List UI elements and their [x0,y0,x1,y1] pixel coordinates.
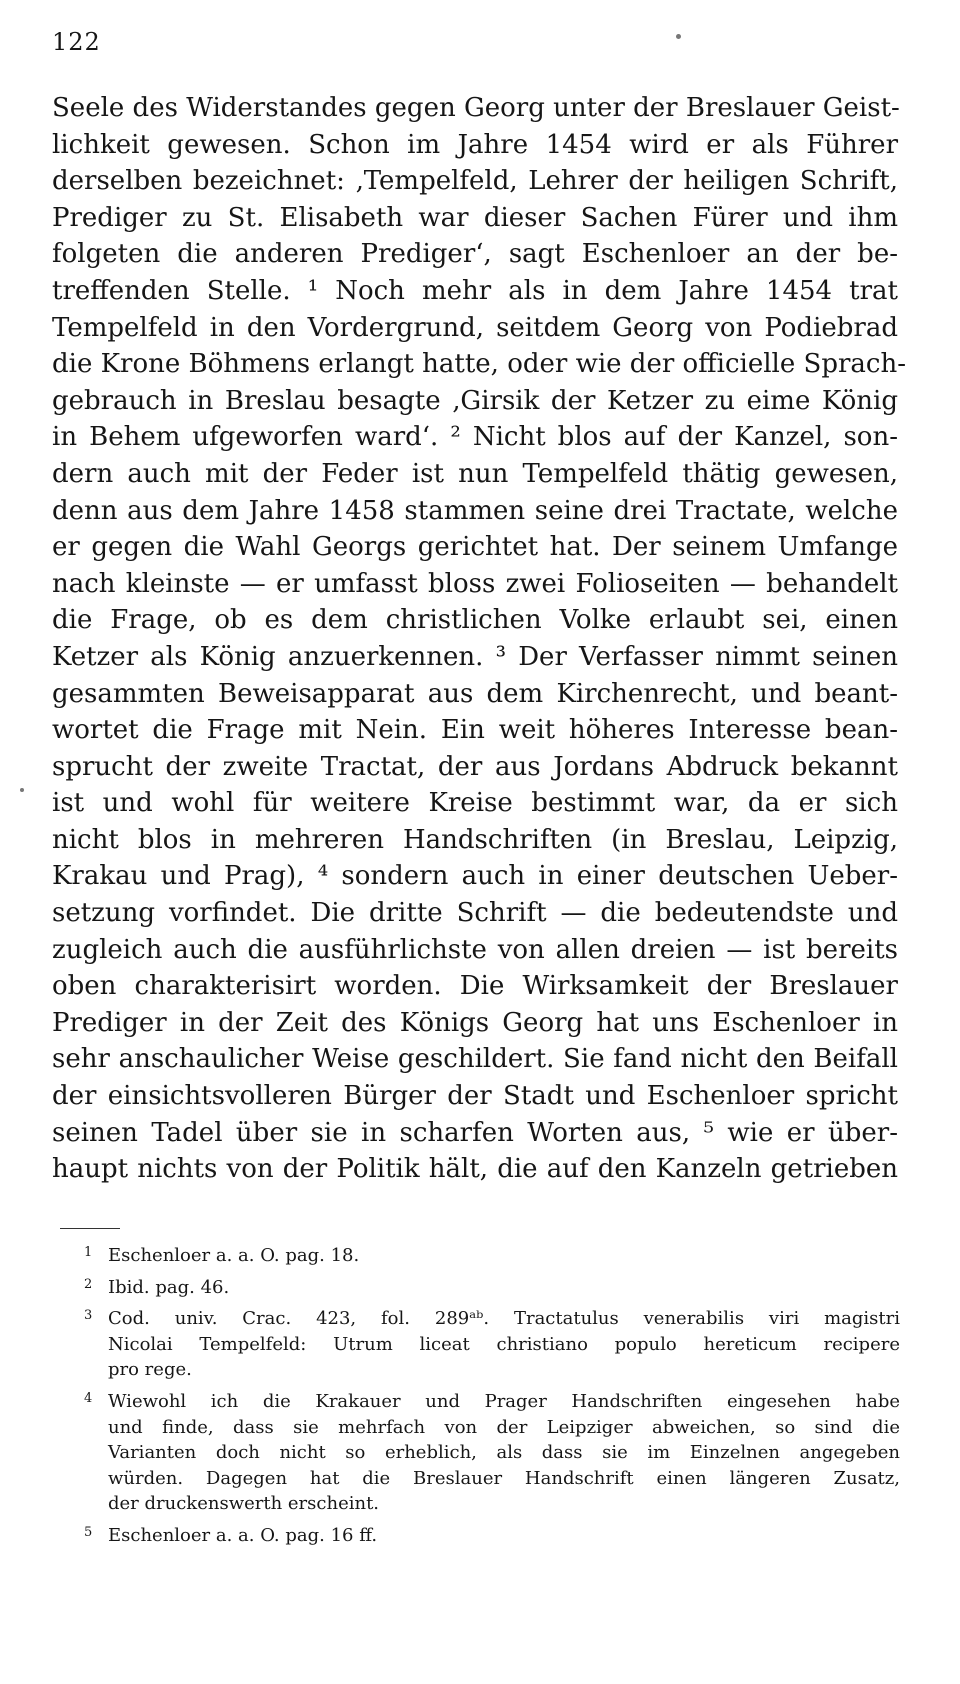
footnote-5 [84,1523,900,1549]
footnote-mark: 5 [84,1524,93,1540]
text-line: nach kleinste — er umfasst bloss zwei Folioseiten — behandelt [52,568,898,599]
text-line: setzung vorfindet. Die dritte Schrift — die bedeutendste und [52,898,898,929]
text-line: Seele des Widerstandes gegen Georg unter der Breslauer Geist- [52,93,900,123]
footnote-mark: 3 [84,1308,93,1324]
footnote-line: Eschenloer a. a. O. pag. 18. [108,1245,360,1266]
scan-speck [20,788,24,792]
scan-speck [676,34,681,39]
footnote-mark: 2 [84,1276,93,1292]
footnote-line: würden. Dagegen hat die Breslauer Handschrift einen längeren Zusatz, [108,1467,900,1489]
footnote-line: Nicolai Tempelfeld: Utrum liceat christiano populo hereticum recipere [108,1333,900,1355]
footnote-1 [84,1243,900,1269]
text-line: Prediger zu St. Elisabeth war dieser Sachen Fürer und ihm [52,202,898,233]
text-line: gesammten Beweisapparat aus dem Kirchenrecht, und beant- [52,678,898,709]
footnotes [84,1243,900,1555]
text-line: haupt nichts von der Politik hält, die auf den Kanzeln getrieben [52,1154,898,1185]
text-line: der einsichtsvolleren Bürger der Stadt und Eschenloer spricht [52,1081,898,1112]
footnote-separator [60,1228,120,1229]
text-line: in Behem ufgeworfen ward‘. ² Nicht blos auf der Kanzel, son- [52,422,898,453]
text-line: seinen Tadel über sie in scharfen Worten aus, ⁵ wie er über- [52,1117,898,1148]
footnote-3 [84,1306,900,1383]
footnote-line: Eschenloer a. a. O. pag. 16 ff. [108,1524,378,1546]
text-line: dern auch mit der Feder ist nun Tempelfeld thätig gewesen, [52,458,898,489]
footnote-4 [84,1389,900,1517]
page-number: 122 [52,28,101,56]
footnote-line: pro rege. [108,1359,192,1381]
footnote-mark: 1 [84,1245,93,1260]
text-line: sehr anschaulicher Weise geschildert. Sie fand nicht den Beifall [52,1044,898,1075]
footnote-2 [84,1275,900,1301]
text-line: treffenden Stelle. ¹ Noch mehr als in dem Jahre 1454 trat [52,275,898,306]
text-line: folgeten die anderen Prediger‘, sagt Eschenloer an der be- [52,239,898,270]
text-line: die Krone Böhmens erlangt hatte, oder wie der officielle Sprach- [52,349,906,380]
text-line: zugleich auch die ausführlichste von allen dreien — ist bereits [52,934,898,965]
footnote-line: Cod. univ. Crac. 423, fol. 289ᵃᵇ. Tractatulus venerabilis viri magistri [108,1308,900,1330]
footnote-line: Wiewohl ich die Krakauer und Prager Handschriften eingesehen habe [108,1390,900,1412]
text-line: denn aus dem Jahre 1458 stammen seine drei Tractate, welche [52,495,898,526]
footnote-line: Ibid. pag. 46. [108,1276,230,1298]
text-line: gebrauch in Breslau besagte ‚Girsik der Ketzer zu eime König [52,385,898,416]
text-line: Krakau und Prag), ⁴ sondern auch in einer deutschen Ueber- [52,861,898,892]
footnote-line: und finde, dass sie mehrfach von der Leipziger abweichen, so sind die [108,1416,900,1438]
text-line: derselben bezeichnet: ‚Tempelfeld, Lehrer der heiligen Schrift, [52,166,898,197]
footnote-line: Varianten doch nicht so erheblich, als dass sie im Einzelnen angegeben [108,1442,900,1464]
text-line: sprucht der zweite Tractat, der aus Jordans Abdruck bekannt [52,751,898,782]
text-line: er gegen die Wahl Georgs gerichtet hat. Der seinem Umfange [52,532,898,563]
text-line: wortet die Frage mit Nein. Ein weit höheres Interesse bean- [52,715,898,746]
main-text [52,90,906,1188]
text-line: oben charakterisirt worden. Die Wirksamkeit der Breslauer [52,971,898,1002]
text-line: lichkeit gewesen. Schon im Jahre 1454 wird er als Führer [52,129,898,160]
text-line: ist und wohl für weitere Kreise bestimmt war, da er sich [52,788,898,819]
text-line: Ketzer als König anzuerkennen. ³ Der Verfasser nimmt seinen [52,641,898,672]
footnote-mark: 4 [84,1390,93,1406]
text-line: nicht blos in mehreren Handschriften (in Breslau, Leipzig, [52,824,898,855]
text-line: Tempelfeld in den Vordergrund, seitdem Georg von Podiebrad [52,312,898,343]
text-line: Prediger in der Zeit des Königs Georg hat uns Eschenloer in [52,1007,898,1038]
footnote-line: der druckenswerth erscheint. [108,1493,380,1515]
text-line: die Frage, ob es dem christlichen Volke erlaubt sei, einen [52,605,898,636]
